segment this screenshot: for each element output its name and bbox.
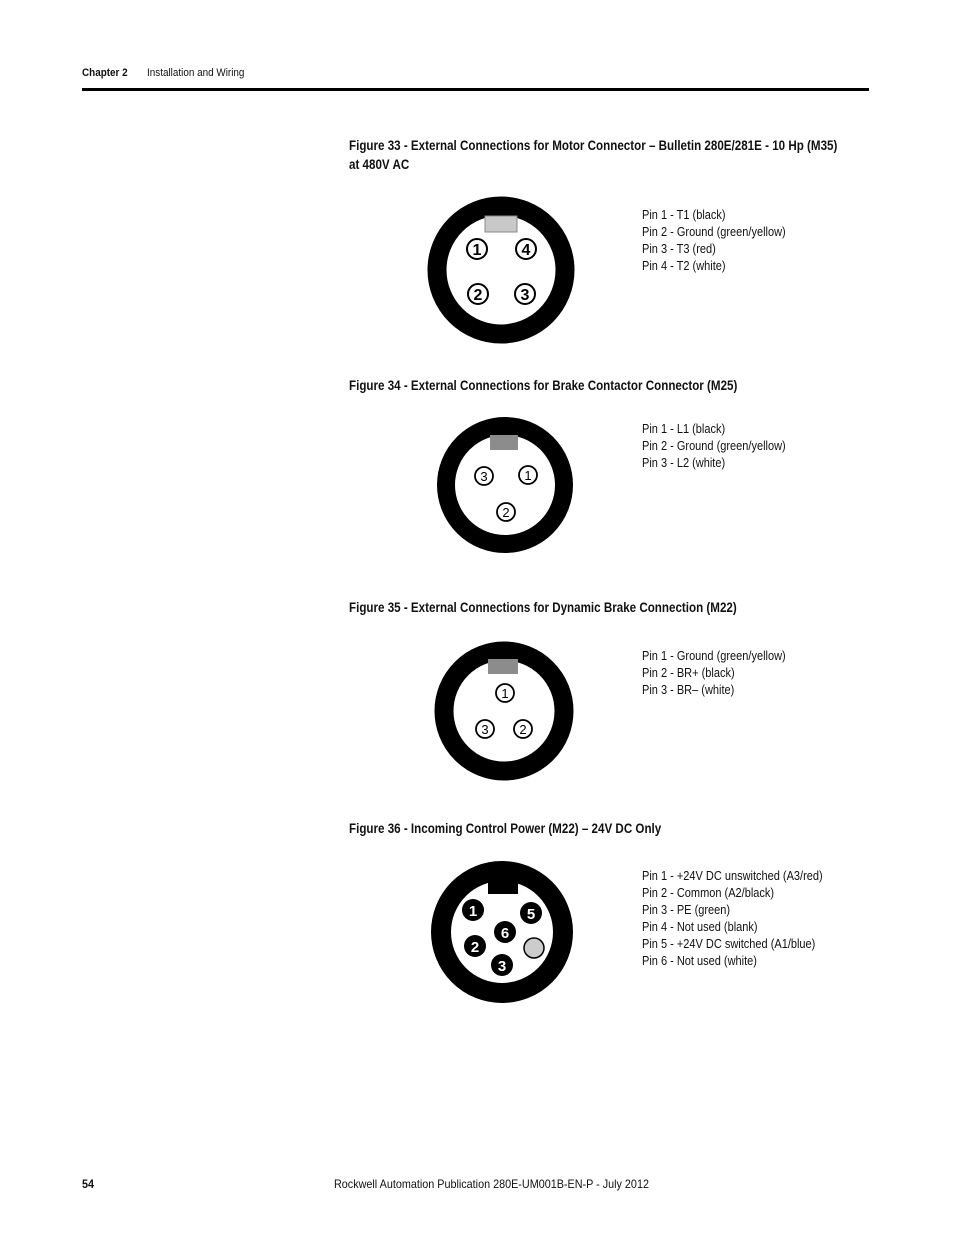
- pin-1: [462, 899, 484, 921]
- pin-label: 3: [480, 469, 488, 484]
- pin-label: 1: [468, 903, 478, 920]
- header-rule: [82, 88, 869, 91]
- pin-description: Pin 6 - Not used (white): [642, 954, 757, 968]
- figure-34-pin-list: [642, 421, 786, 472]
- pin-description: Pin 3 - T3 (red): [642, 242, 716, 256]
- pin-label: 2: [473, 287, 483, 304]
- pin-description: Pin 1 - L1 (black): [642, 422, 726, 436]
- pin-description: Pin 3 - L2 (white): [642, 456, 726, 470]
- pin-3: [491, 954, 513, 976]
- section-label: Installation and Wiring: [147, 67, 245, 79]
- keyway: [490, 435, 518, 450]
- pin-label: 2: [502, 505, 510, 520]
- figure-34-connector-diagram: [435, 415, 575, 555]
- pin-2: [497, 503, 515, 521]
- pin-4: [516, 239, 536, 259]
- pin-label: 1: [524, 468, 532, 483]
- pin-description: Pin 2 - BR+ (black): [642, 666, 735, 680]
- pin-label: 1: [472, 242, 482, 259]
- pin-label: 2: [519, 722, 527, 737]
- figure-35-connector-diagram: [433, 639, 577, 783]
- figure-33-title: [349, 136, 838, 174]
- figure-36-title: [349, 819, 796, 838]
- pin-label: 4: [521, 242, 531, 259]
- figure-36-pin-list: [642, 868, 823, 970]
- pin-5: [520, 902, 542, 924]
- pin-1: [467, 239, 487, 259]
- figure-35-title: [349, 598, 796, 617]
- pin-3: [476, 720, 494, 738]
- pin-4-blank: [524, 938, 544, 958]
- pin-description: Pin 1 - Ground (green/yellow): [642, 649, 786, 663]
- figure-36-connector-diagram: [430, 858, 576, 1006]
- pin-description: Pin 4 - T2 (white): [642, 259, 726, 273]
- figure-33-title-line2: at 480V AC: [349, 157, 410, 172]
- pin-2: [514, 720, 532, 738]
- pin-description: Pin 5 - +24V DC switched (A1/blue): [642, 937, 816, 951]
- figure-33-title-line1: Figure 33 - External Connections for Motor Connector – Bulletin 280E/281E - 10 Hp (M35): [349, 138, 838, 153]
- keyway: [485, 216, 517, 232]
- pin-description: Pin 4 - Not used (blank): [642, 920, 758, 934]
- pin-description: Pin 2 - Common (A2/black): [642, 886, 775, 900]
- pin-1: [496, 684, 514, 702]
- pin-label: 3: [481, 722, 489, 737]
- page-number: 54: [82, 1177, 95, 1191]
- pin-label: 6: [500, 925, 510, 942]
- pin-label: 1: [501, 686, 509, 701]
- pin-3: [515, 284, 535, 304]
- figure-33-pin-list: [642, 207, 786, 275]
- pin-2: [468, 284, 488, 304]
- pin-1: [519, 466, 537, 484]
- figure-33-connector-diagram: [426, 195, 576, 345]
- pin-description: Pin 2 - Ground (green/yellow): [642, 439, 786, 453]
- figure-35-title-line1: Figure 35 - External Connections for Dynamic Brake Connection (M22): [349, 600, 737, 615]
- pin-label: 3: [520, 287, 530, 304]
- keyway: [488, 876, 518, 894]
- publication-info: Rockwell Automation Publication 280E-UM001B-EN-P - July 2012: [334, 1177, 649, 1191]
- figure-34-title: [349, 376, 796, 395]
- chapter-label: Chapter 2: [82, 67, 128, 79]
- pin-description: Pin 3 - PE (green): [642, 903, 731, 917]
- pin-3: [475, 467, 493, 485]
- pin-description: Pin 3 - BR– (white): [642, 683, 735, 697]
- figure-36-title-line1: Figure 36 - Incoming Control Power (M22) – 24V DC Only: [349, 821, 662, 836]
- pin-description: Pin 1 - T1 (black): [642, 208, 726, 222]
- figure-34-title-line1: Figure 34 - External Connections for Brake Contactor Connector (M25): [349, 378, 738, 393]
- pin-2: [464, 935, 486, 957]
- figure-35-pin-list: [642, 648, 786, 699]
- pin-description: Pin 1 - +24V DC unswitched (A3/red): [642, 869, 823, 883]
- pin-description: Pin 2 - Ground (green/yellow): [642, 225, 786, 239]
- pin-label: 5: [526, 906, 536, 923]
- pin-6: [494, 921, 516, 943]
- keyway: [488, 659, 518, 674]
- pin-label: 2: [470, 939, 480, 956]
- pin-label: 3: [497, 958, 507, 975]
